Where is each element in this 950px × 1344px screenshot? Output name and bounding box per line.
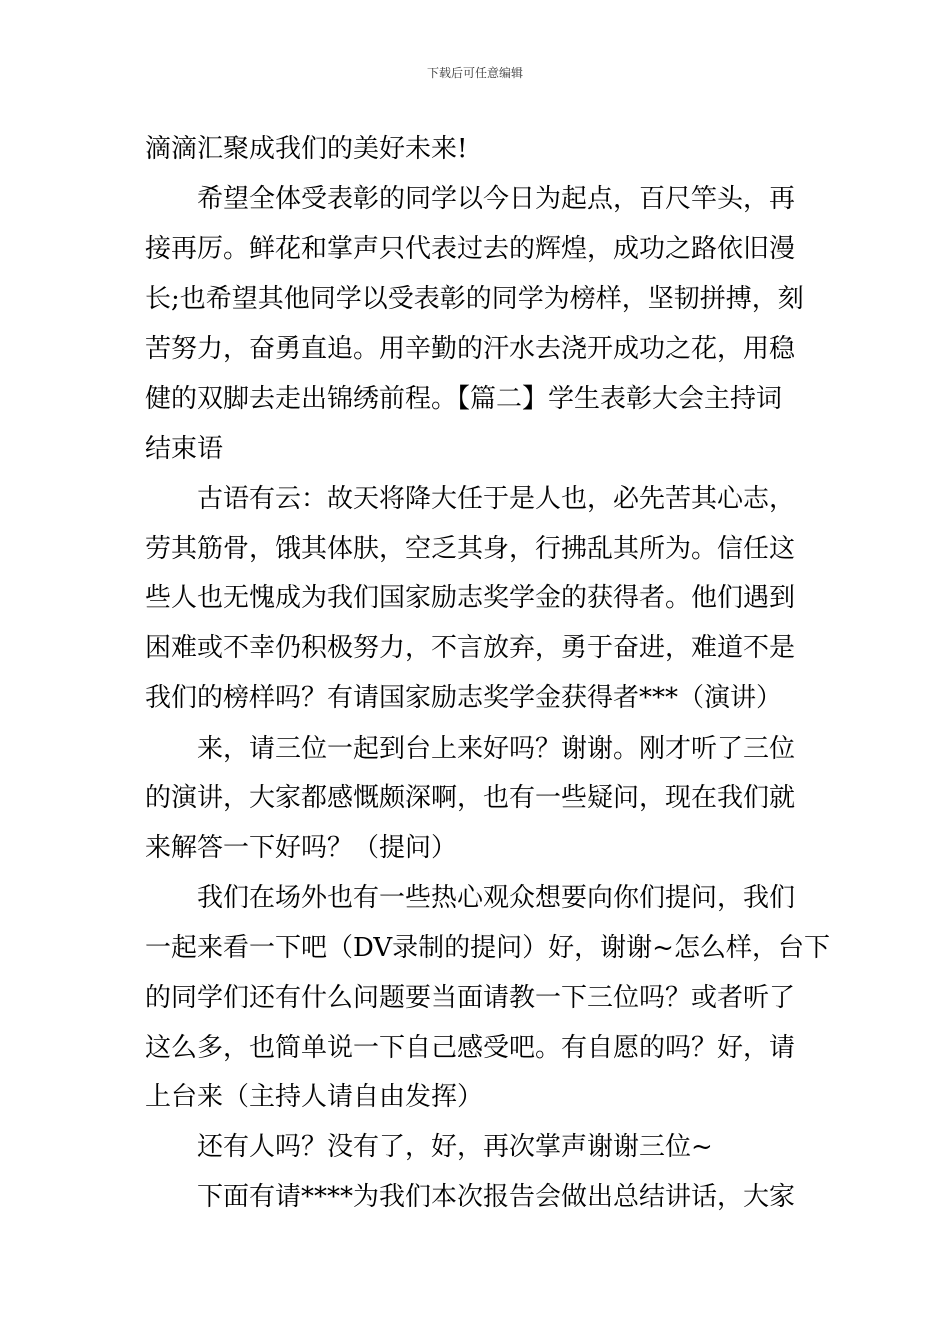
text-line: 接再厉。鲜花和掌声只代表过去的辉煌，成功之路依旧漫 xyxy=(145,234,796,264)
text-line: 来解答一下好吗？（提问） xyxy=(145,833,458,863)
text-line: 困难或不幸仍积极努力，不言放弃，勇于奋进，难道不是 xyxy=(145,633,796,663)
text-line: 这么多，也简单说一下自己感受吧。有自愿的吗？好，请 xyxy=(145,1033,796,1063)
text-line: 健的双脚去走出锦绣前程。【篇二】学生表彰大会主持词 xyxy=(145,384,783,414)
text-line: 希望全体受表彰的同学以今日为起点，百尺竿头，再 xyxy=(197,184,796,214)
text-line: 些人也无愧成为我们国家励志奖学金的获得者。他们遇到 xyxy=(145,583,796,613)
text-line: 我们的榜样吗？有请国家励志奖学金获得者***（演讲） xyxy=(145,683,783,713)
text-line: 滴滴汇聚成我们的美好未来! xyxy=(145,134,468,164)
text-line: 我们在场外也有一些热心观众想要向你们提问，我们 xyxy=(197,883,796,913)
text-line: 还有人吗？没有了，好，再次掌声谢谢三位~ xyxy=(197,1132,713,1162)
page-header: 下载后可任意编辑 xyxy=(426,66,523,80)
text-line: 的同学们还有什么问题要当面请教一下三位吗？或者听了 xyxy=(145,983,796,1013)
text-line: 结束语 xyxy=(145,434,224,464)
text-line: 劳其筋骨，饿其体肤，空乏其身，行拂乱其所为。信任这 xyxy=(145,534,796,564)
text-line: 来，请三位一起到台上来好吗？谢谢。刚才听了三位 xyxy=(197,734,796,764)
text-line: 长;也希望其他同学以受表彰的同学为榜样，坚韧拼搏，刻 xyxy=(145,284,804,314)
text-line: 的演讲，大家都感慨颇深啊，也有一些疑问，现在我们就 xyxy=(145,783,796,813)
text-line: 上台来（主持人请自由发挥） xyxy=(145,1082,484,1112)
text-line: 下面有请****为我们本次报告会做出总结讲话，大家 xyxy=(197,1182,796,1212)
text-line: 一起来看一下吧（DV录制的提问）好，谢谢~怎么样，台下 xyxy=(145,933,830,963)
text-line: 古语有云：故天将降大任于是人也，必先苦其心志， xyxy=(197,484,796,514)
text-line: 苦努力，奋勇直追。用辛勤的汗水去浇开成功之花，用稳 xyxy=(145,334,796,364)
